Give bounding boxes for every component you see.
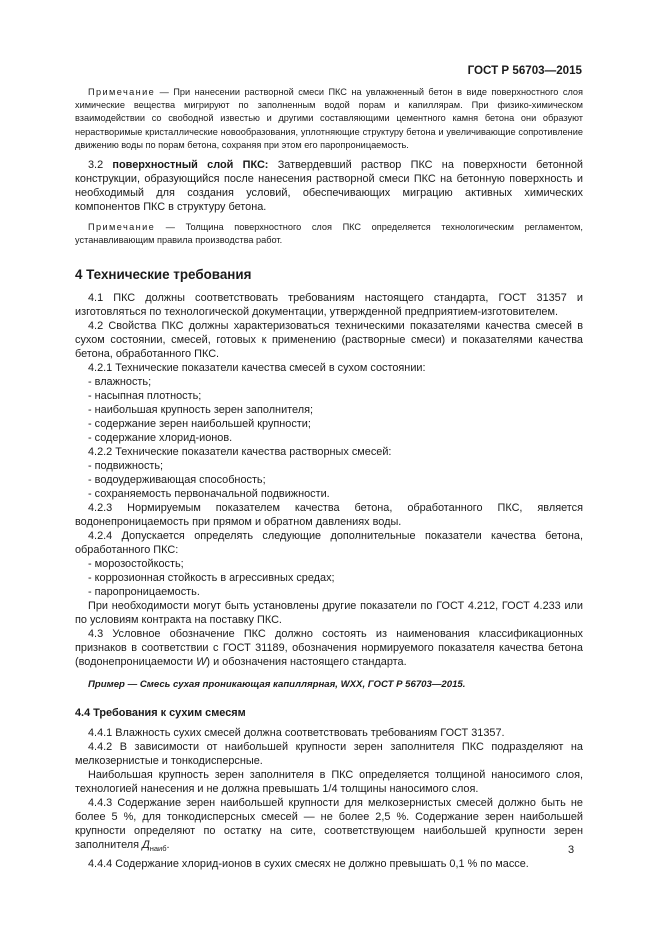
list-item: - коррозионная стойкость в агрессивных средах;: [88, 572, 335, 585]
list-item: - морозостойкость;: [88, 558, 184, 571]
list-4-2-4: [75, 557, 583, 599]
clause-text: ) и обозначения настоящего стандарта.: [206, 656, 407, 669]
list-item: - насыпная плотность;: [88, 390, 202, 403]
definition-term: поверхностный слой ПКС:: [112, 159, 269, 172]
note-label: Примечание: [88, 87, 156, 97]
clause-4-4-2: 4.4.2 В зависимости от наибольшей крупности зерен заполнителя ПКС подразделяют на мелкозернистые и тонкодисперсные.: [75, 741, 583, 768]
note-label: Примечание: [88, 222, 156, 233]
clause-4-2: 4.2 Свойства ПКС должны характеризоваться техническими показателями качества смесей в сухом состоянии, смесей, готовых к применению (растворные смеси) и показателями качества бетона, обработанного ПКС.: [75, 320, 583, 361]
clause-4-2-extra: При необходимости могут быть установлены другие показатели по ГОСТ 4.212, ГОСТ 4.233 или по условиям контракта на поставку ПКС.: [75, 600, 583, 627]
list-item: - влажность;: [88, 376, 152, 389]
clause-text: .: [166, 839, 170, 852]
clause-4-1: 4.1 ПКС должны соответствовать требованиям настоящего стандарта, ГОСТ 31357 и изготовляться по технологической документации, утвержденной предприятием-изготовителем.: [75, 292, 583, 319]
list-item: - содержание хлорид-ионов.: [88, 432, 233, 445]
note-3-1: [75, 86, 583, 152]
section-4-4-heading: 4.4 Требования к сухим смесям: [75, 707, 246, 720]
clause-text: 4.4.3 Содержание зерен наибольшей крупности для мелкозернистых смесей должно быть не более 5 %, для тонкодисперсных смесей — не более 2,5 %. Содержание зерен наибольшей крупности определяют по остатку на сите, соответствующем наибольшей крупности зерен заполнителя: [75, 797, 583, 852]
definition-number: 3.2: [88, 159, 113, 172]
note-text: — При нанесении растворной смеси ПКС на увлажненный бетон в виде поверхностного слоя химические вещества мигрируют по заполненным водой порам и капиллярам. При физико-химическом взаимодействии со свободной известью и другими составляющими цементного камня бетона они образуют нерастворимые кристаллические новообразования, уплотняющие структуру бетона и увеличивающие сопротивление движению воды по порам бетона, сохраняя при этом его паропроницаемость.: [75, 87, 583, 150]
clause-4-2-2: 4.2.2 Технические показатели качества растворных смесей:: [88, 446, 392, 459]
note-3-2: [75, 221, 583, 247]
clause-4-2-4: 4.2.4 Допускается определять следующие дополнительные показатели качества бетона, обработанного ПКС:: [75, 530, 583, 557]
list-item: - сохраняемость первоначальной подвижности.: [88, 488, 330, 501]
page-number: 3: [568, 844, 575, 856]
clause-4-2-1: 4.2.1 Технические показатели качества смесей в сухом состоянии:: [88, 362, 426, 375]
list-item: - подвижность;: [88, 460, 164, 473]
clause-4-4-2-b: Наибольшая крупность зерен заполнителя в ПКС определяется толщиной наносимого слоя, технологией нанесения и не должна превышать 1/4 толщины наносимого слоя.: [75, 769, 583, 796]
d-symbol: Д: [142, 839, 150, 852]
w-symbol: W: [196, 656, 207, 669]
definition-text: Затвердевший раствор ПКС на поверхности бетонной конструкции, образующийся после нанесения растворной смеси ПКС на бетонную поверхность и необходимый для создания условий, обеспечивающих миграцию активных химических компонентов ПКС в структуру бетона.: [75, 159, 583, 214]
clause-4-3: [75, 627, 583, 669]
section-4-heading: 4 Технические требования: [75, 267, 252, 283]
document-code-header: ГОСТ Р 56703—2015: [467, 64, 582, 77]
list-item: - водоудерживающая способность;: [88, 474, 266, 487]
definition-3-2: [75, 158, 583, 214]
list-item: - содержание зерен наибольшей крупности;: [88, 418, 311, 431]
page-content: [75, 84, 583, 871]
clause-4-4-3: [75, 796, 583, 856]
clause-text: 4.3 Условное обозначение ПКС должно состоять из наименования классификационных признаков в соответствии с ГОСТ 31189, обозначения нормируемого показателя качества бетона (водонепроницаемости: [75, 628, 583, 669]
list-4-2-2: [75, 459, 583, 501]
clause-4-4-1: 4.4.1 Влажность сухих смесей должна соответствовать требованиям ГОСТ 31357.: [88, 727, 505, 740]
list-item: - паропроницаемость.: [88, 586, 200, 599]
d-subscript: наиб: [149, 844, 167, 854]
example-designation: Пример — Смесь сухая проникающая капиллярная, WXX, ГОСТ Р 56703—2015.: [88, 679, 466, 691]
clause-4-2-3: 4.2.3 Нормируемым показателем качества бетона, обработанного ПКС, является водонепроницаемость при прямом и обратном давлениях воды.: [75, 502, 583, 529]
list-4-2-1: [75, 375, 583, 445]
note-text: — Толщина поверхностного слоя ПКС определяется технологическим регламентом, устанавливающим правила производства работ.: [75, 222, 583, 246]
clause-4-4-4: 4.4.4 Содержание хлорид-ионов в сухих смесях не должно превышать 0,1 % по массе.: [88, 857, 529, 870]
list-item: - наибольшая крупность зерен заполнителя;: [88, 404, 313, 417]
